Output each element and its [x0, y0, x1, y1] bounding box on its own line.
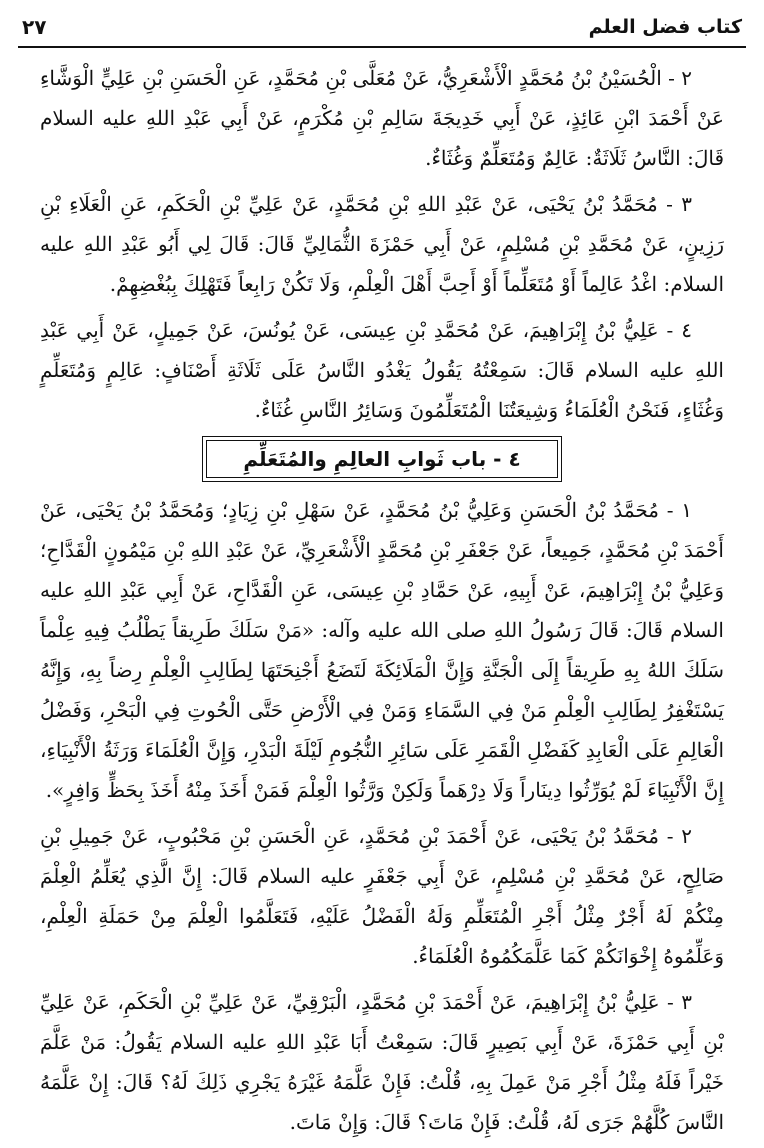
hadith-paragraph: ٢ - الْحُسَيْنُ بْنُ مُحَمَّدٍ الْأَشْعَرِيُّ، عَنْ مُعَلَّى بْنِ مُحَمَّدٍ، عَنِ الْحَسَنِ بْنِ عَلِيٍّ الْوَشَّاءِ عَنْ أَحْمَدَ ابْنِ عَائِذٍ، عَنْ أَبِي خَدِيجَةَ سَالِمِ بْنِ مُكْرَمٍ، عَنْ أَبِي عَبْدِ اللهِ عليه السلام قَالَ: النَّاسُ ثَلَاثَةٌ: عَالِمٌ وَمُتَعَلِّمٌ وَغُثَاءٌ.: [40, 66, 724, 170]
chapter-heading: ٤ - باب ثَوابِ العالِمِ والمُتَعَلِّمِ: [206, 440, 557, 478]
hadith-paragraph: ١ - مُحَمَّدُ بْنُ الْحَسَنِ وَعَلِيُّ بْنُ مُحَمَّدٍ، عَنْ سَهْلِ بْنِ زِيَادٍ؛ وَمُحَمَّدُ بْنُ يَحْيَى، عَنْ أَحْمَدَ بْنِ مُحَمَّدٍ، جَمِيعاً، عَنْ جَعْفَرِ بْنِ مُحَمَّدٍ الْأَشْعَرِيِّ، عَنْ عَبْدِ اللهِ بْنِ مَيْمُونٍ الْقَدَّاحِ؛ وَعَلِيُّ بْنُ إِبْرَاهِيمَ، عَنْ أَبِيهِ، عَنْ حَمَّادِ بْنِ عِيسَى، عَنِ الْقَدَّاحِ، عَنْ أَبِي عَبْدِ اللهِ عليه السلام قَالَ: قَالَ رَسُولُ اللهِ صلى الله عليه وآله: «مَنْ سَلَكَ طَرِيقاً يَطْلُبُ فِيهِ عِلْماً سَلَكَ اللهُ بِهِ طَرِيقاً إِلَى الْجَنَّةِ وَإِنَّ الْمَلَائِكَةَ لَتَضَعُ أَجْنِحَتَهَا لِطَالِبِ الْعِلْمِ رِضاً بِهِ، وَإِنَّهُ يَسْتَغْفِرُ لِطَالِبِ الْعِلْمِ مَنْ فِي السَّمَاءِ وَمَنْ فِي الْأَرْضِ حَتَّى الْحُوتِ فِي الْبَحْرِ، وَفَضْلُ الْعَالِمِ عَلَى الْعَابِدِ كَفَضْلِ الْقَمَرِ عَلَى سَائِرِ النُّجُومِ لَيْلَةَ الْبَدْرِ، وَإِنَّ الْعُلَمَاءَ وَرَثَةُ الْأَنْبِيَاءِ، إِنَّ الْأَنْبِيَاءَ لَمْ يُوَرِّثُوا دِينَاراً وَلَا دِرْهَماً وَلَكِنْ وَرَّثُوا الْعِلْمَ فَمَنْ أَخَذَ مِنْهُ أَخَذَ بِحَظٍّ وَافِرٍ».: [40, 498, 724, 802]
page-number: ٢٧: [22, 15, 47, 39]
chapter-heading-frame: [202, 436, 561, 482]
hadith-paragraph: ٤ - عَلِيُّ بْنُ إِبْرَاهِيمَ، عَنْ مُحَمَّدِ بْنِ عِيسَى، عَنْ يُونُسَ، عَنْ جَمِيلٍ، عَنْ أَبِي عَبْدِ اللهِ عليه السلام قَالَ: سَمِعْتُهُ يَقُولُ يَغْدُو النَّاسُ عَلَى ثَلَاثَةِ أَصْنَافٍ: عَالِمٍ وَمُتَعَلِّمٍ وَغُثَاءٍ، فَنَحْنُ الْعُلَمَاءُ وَشِيعَتُنَا الْمُتَعَلِّمُونَ وَسَائِرُ النَّاسِ غُثَاءٌ.: [40, 318, 724, 422]
hadith-paragraph: ٢ - مُحَمَّدُ بْنُ يَحْيَى، عَنْ أَحْمَدَ بْنِ مُحَمَّدٍ، عَنِ الْحَسَنِ بْنِ مَحْبُوبٍ، عَنْ جَمِيلِ بْنِ صَالِحٍ، عَنْ مُحَمَّدِ بْنِ مُسْلِمٍ، عَنْ أَبِي جَعْفَرٍ عليه السلام قَالَ: إِنَّ الَّذِي يُعَلِّمُ الْعِلْمَ مِنْكُمْ لَهُ أَجْرٌ مِثْلُ أَجْرِ الْمُتَعَلِّمِ وَلَهُ الْفَضْلُ عَلَيْهِ، فَتَعَلَّمُوا الْعِلْمَ مِنْ حَمَلَةِ الْعِلْمِ، وَعَلِّمُوهُ إِخْوَانَكُمْ كَمَا عَلَّمَكُمُوهُ الْعُلَمَاءُ.: [40, 824, 724, 968]
page-header: [22, 10, 742, 44]
header-divider: [18, 46, 746, 48]
chapter-heading-wrap: [40, 436, 724, 482]
page-body: [40, 58, 724, 1148]
hadith-paragraph: ٣ - مُحَمَّدُ بْنُ يَحْيَى، عَنْ عَبْدِ اللهِ بْنِ مُحَمَّدٍ، عَنْ عَلِيِّ بْنِ الْحَكَمِ، عَنِ الْعَلَاءِ بْنِ رَزِينٍ، عَنْ مُحَمَّدِ بْنِ مُسْلِمٍ، عَنْ أَبِي حَمْزَةَ الثُّمَالِيِّ قَالَ: قَالَ لِي أَبُو عَبْدِ اللهِ عليه السلام: اغْدُ عَالِماً أَوْ مُتَعَلِّماً أَوْ أَحِبَّ أَهْلَ الْعِلْمِ، وَلَا تَكُنْ رَابِعاً فَتَهْلِكَ بِبُغْضِهِمْ.: [40, 192, 724, 296]
hadith-paragraph: ٣ - عَلِيُّ بْنُ إِبْرَاهِيمَ، عَنْ أَحْمَدَ بْنِ مُحَمَّدٍ، الْبَرْقِيِّ، عَنْ عَلِيِّ بْنِ الْحَكَمِ، عَنْ عَلِيِّ بْنِ أَبِي حَمْزَةَ، عَنْ أَبِي بَصِيرٍ قَالَ: سَمِعْتُ أَبَا عَبْدِ اللهِ عليه السلام يَقُولُ: مَنْ عَلَّمَ خَيْراً فَلَهُ مِثْلُ أَجْرِ مَنْ عَمِلَ بِهِ، قُلْتُ: فَإِنْ عَلَّمَهُ غَيْرَهُ يَجْرِي ذَلِكَ لَهُ؟ قَالَ: إِنْ عَلَّمَهُ النَّاسَ كُلَّهُمْ جَرَى لَهُ، قُلْتُ: فَإِنْ مَاتَ؟ قَالَ: وَإِنْ مَاتَ.: [40, 990, 724, 1134]
book-title: كتاب فضل العلم: [588, 16, 742, 38]
